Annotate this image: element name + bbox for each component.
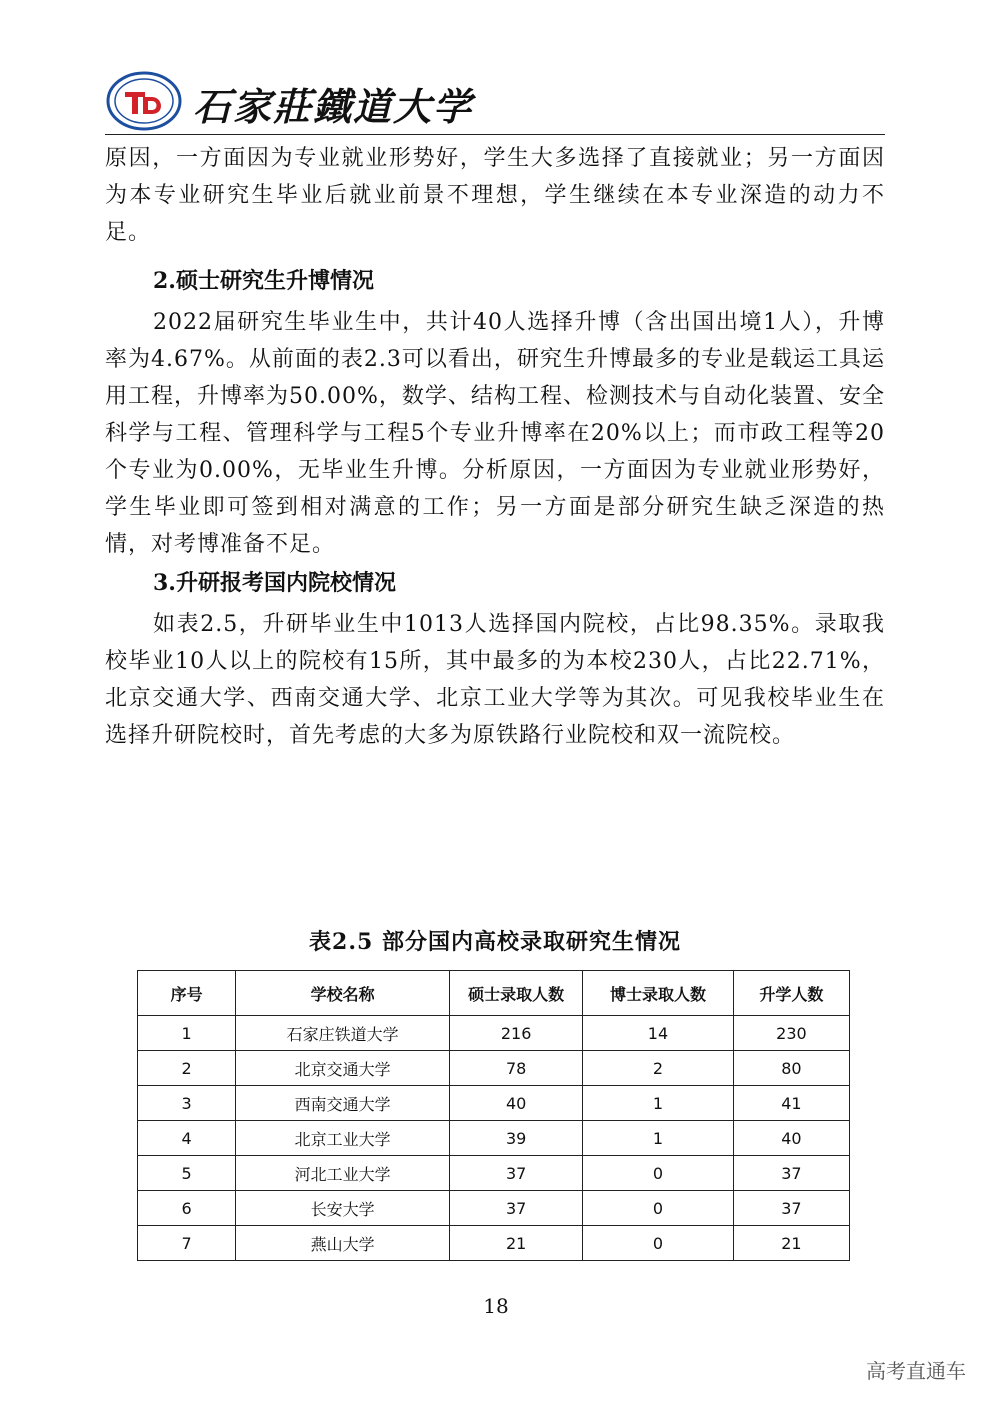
table-cell: 1 (583, 1086, 734, 1121)
table-caption: 表2.5 部分国内高校录取研究生情况 (309, 929, 681, 955)
table-cell: 3 (138, 1086, 236, 1121)
table-cell: 燕山大学 (236, 1226, 450, 1261)
table-row (138, 1016, 850, 1051)
section-heading-3: 3.升研报考国内院校情况 (153, 570, 396, 596)
table-cell: 长安大学 (236, 1191, 450, 1226)
table-cell: 39 (450, 1121, 583, 1156)
table-cell: 1 (138, 1016, 236, 1051)
table-cell: 0 (583, 1226, 734, 1261)
table-cell: 7 (138, 1226, 236, 1261)
table-cell: 5 (138, 1156, 236, 1191)
table-cell: 2 (138, 1051, 236, 1086)
table-row (138, 1051, 850, 1086)
page-header (105, 62, 885, 134)
table-header-row (138, 971, 850, 1016)
header-cell: 升学人数 (733, 971, 849, 1016)
watermark: 高考直通车 (866, 1359, 966, 1383)
table-cell: 石家庄铁道大学 (236, 1016, 450, 1051)
table-cell: 37 (450, 1156, 583, 1191)
table-cell: 78 (450, 1051, 583, 1086)
table-cell: 河北工业大学 (236, 1156, 450, 1191)
table-cell: 14 (583, 1016, 734, 1051)
table-cell: 北京交通大学 (236, 1051, 450, 1086)
table-row (138, 1226, 850, 1261)
paragraph-1: 原因，一方面因为专业就业形势好，学生大多选择了直接就业；另一方面因为本专业研究生毕业后就业前景不理想，学生继续在本专业深造的动力不足。 (105, 146, 885, 245)
table-cell: 2 (583, 1051, 734, 1086)
table-cell: 37 (733, 1156, 849, 1191)
university-name-logo: 石家莊鐵道大学 (193, 84, 474, 129)
table-row (138, 1121, 850, 1156)
table-cell: 4 (138, 1121, 236, 1156)
table-row (138, 1191, 850, 1226)
table-cell: 21 (450, 1226, 583, 1261)
table-cell: 1 (583, 1121, 734, 1156)
table-cell: 41 (733, 1086, 849, 1121)
table-row (138, 1086, 850, 1121)
table-cell: 西南交通大学 (236, 1086, 450, 1121)
header-cell: 学校名称 (236, 971, 450, 1016)
page-number: 18 (483, 1294, 509, 1318)
header-cell: 博士录取人数 (583, 971, 734, 1016)
table-cell: 北京工业大学 (236, 1121, 450, 1156)
table-cell: 80 (733, 1051, 849, 1086)
admission-table (137, 970, 850, 1261)
body-text (105, 140, 885, 754)
table-cell: 40 (733, 1121, 849, 1156)
table-cell: 37 (733, 1191, 849, 1226)
table-cell: 216 (450, 1016, 583, 1051)
section-heading-2: 2.硕士研究生升博情况 (153, 268, 374, 294)
header-cell: 硕士录取人数 (450, 971, 583, 1016)
table-row (138, 1156, 850, 1191)
table-cell: 0 (583, 1191, 734, 1226)
table-cell: 21 (733, 1226, 849, 1261)
table-cell: 6 (138, 1191, 236, 1226)
table-cell: 37 (450, 1191, 583, 1226)
table-cell: 230 (733, 1016, 849, 1051)
paragraph-3: 如表2.5，升研毕业生中1013人选择国内院校，占比98.35%。录取我校毕业10人以上的院校有15所，其中最多的为本校230人，占比22.71%，北京交通大学、西南交通大学、北京工业大学等为其次。可见我校毕业生在选择升研院校时，首先考虑的大多为原铁路行业院校和双一流院校。 (105, 612, 885, 748)
table-cell: 0 (583, 1156, 734, 1191)
header-divider (105, 134, 885, 135)
paragraph-2: 2022届研究生毕业生中，共计40人选择升博（含出国出境1人），升博率为4.67%。从前面的表2.3可以看出，研究生升博最多的专业是载运工具运用工程，升博率为50.00%，数学、结构工程、检测技术与自动化装置、安全科学与工程、管理科学与工程5个专业升博率在20%以上；而市政工程等20个专业为0.00%，无毕业生升博。分析原因，一方面因为专业就业形势好，学生毕业即可签到相对满意的工作；另一方面是部分研究生缺乏深造的热情，对考博准备不足。 (105, 310, 885, 557)
header-cell: 序号 (138, 971, 236, 1016)
table-cell: 40 (450, 1086, 583, 1121)
university-logo-icon (105, 70, 183, 132)
